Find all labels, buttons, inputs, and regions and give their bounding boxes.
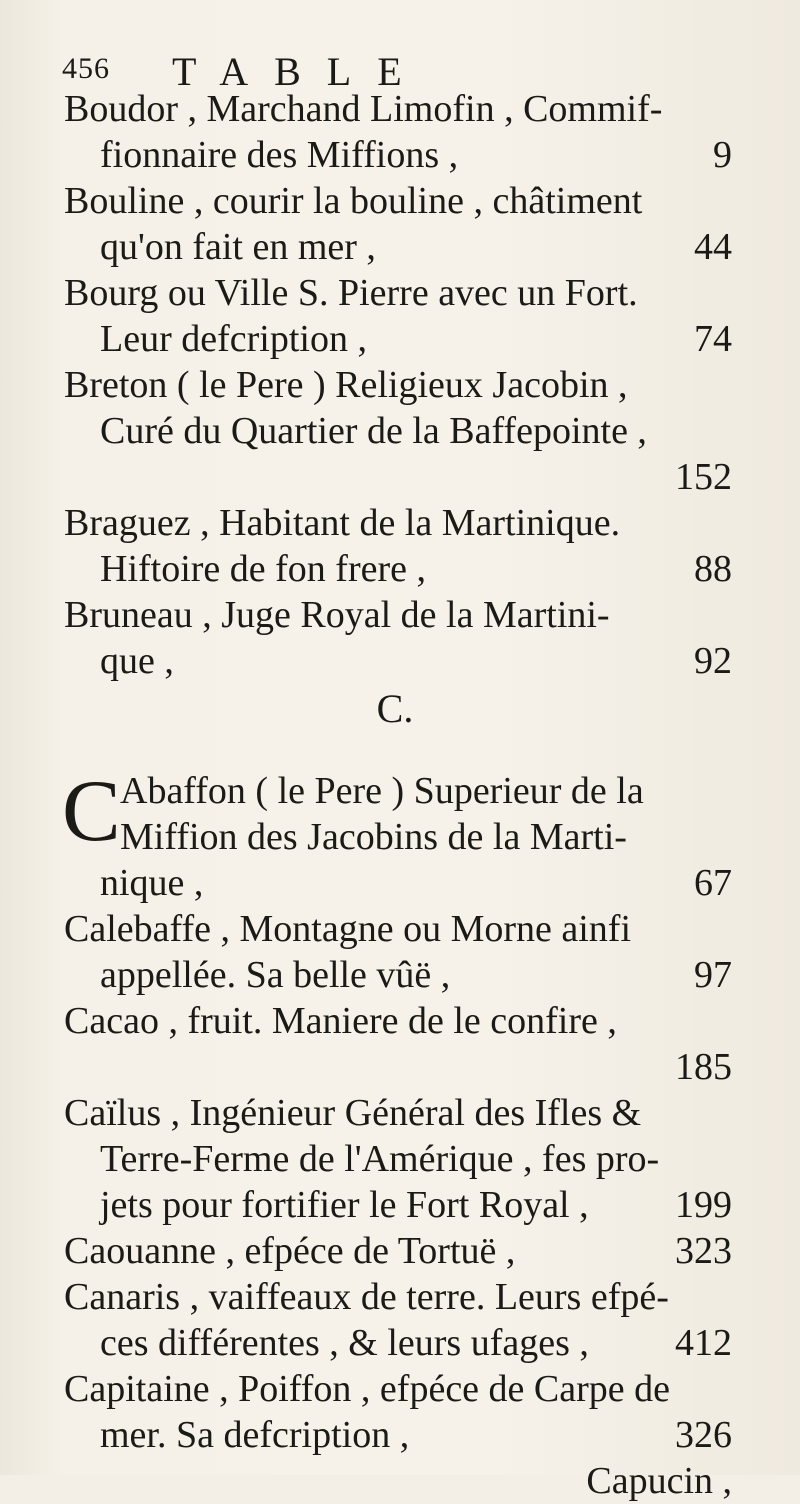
entry-page: 44 (694, 226, 732, 268)
entry-line: Hiftoire de fon frere , 88 (100, 548, 732, 590)
page-number: 456 (62, 52, 110, 85)
index-entry (0, 86, 732, 178)
drop-cap: C (62, 763, 121, 860)
entry-line: Terre-Ferme de l'Amérique , fes pro- (100, 1138, 660, 1180)
index-entry (0, 178, 732, 270)
entry-line: Boudor , Marchand Limofin , Commif- (64, 88, 663, 130)
entry-line: Capitaine , Poiffon , efpéce de Carpe de (64, 1368, 671, 1410)
running-title: TABLE (172, 49, 428, 94)
entry-line: Caouanne , efpéce de Tortuë , 323 (64, 1230, 732, 1272)
entry-page: 199 (675, 1184, 732, 1226)
entry-line: ces différentes , & leurs ufages , 412 (100, 1322, 732, 1364)
entry-line: Caïlus , Ingénieur Général des Ifles & (64, 1092, 642, 1134)
entry-line: Breton ( le Pere ) Religieux Jacobin , (64, 364, 628, 406)
index-entry (0, 592, 732, 684)
entry-page: 97 (694, 954, 732, 996)
entry-page: 9 (713, 134, 732, 176)
entry-line (0, 1044, 732, 1090)
index-entry (0, 500, 732, 592)
index-entry (0, 1274, 732, 1366)
entry-line: Miffion des Jacobins de la Marti- (120, 816, 627, 858)
entry-page: 326 (675, 1414, 732, 1456)
entry-line: qu'on fait en mer , 44 (100, 226, 732, 268)
index-entry (0, 362, 732, 500)
entry-line: nique , 67 (100, 862, 732, 904)
index-entry (0, 1090, 732, 1228)
index-entries (0, 86, 800, 1504)
entry-page: 67 (694, 862, 732, 904)
catchword: Capucin , (586, 1460, 732, 1502)
index-entry (0, 1228, 732, 1274)
entry-page: 323 (675, 1230, 732, 1272)
index-entry (0, 906, 732, 998)
entry-line: Abaffon ( le Pere ) Superieur de la (120, 770, 644, 812)
entry-line: mer. Sa defcription , 326 (100, 1414, 732, 1456)
entry-line: Braguez , Habitant de la Martinique. (64, 502, 621, 544)
entry-line: Bourg ou Ville S. Pierre avec un Fort. (64, 272, 638, 314)
index-entry (0, 998, 732, 1090)
entry-line: Canaris , vaiffeaux de terre. Leurs efpé- (64, 1276, 669, 1318)
entry-page: 88 (694, 548, 732, 590)
entry-page: 74 (694, 318, 732, 360)
entry-line: Calebaffe , Montagne ou Morne ainfi (64, 908, 632, 950)
index-entry (0, 763, 732, 906)
entry-page: 185 (675, 1046, 732, 1088)
entry-line: que , 92 (100, 640, 732, 682)
entry-line: Leur defcription , 74 (100, 318, 732, 360)
entry-line: jets pour fortifier le Fort Royal , 199 (100, 1184, 732, 1226)
index-entry (0, 1366, 732, 1458)
entry-line: Bruneau , Juge Royal de la Martini- (64, 594, 610, 636)
entry-line: Bouline , courir la bouline , châtiment (64, 180, 643, 222)
entry-line: appellée. Sa belle vûë , 97 (100, 954, 732, 996)
catchword-line (0, 1458, 732, 1504)
entry-line (0, 454, 732, 500)
entry-page: 152 (675, 456, 732, 498)
entry-page: 412 (675, 1322, 732, 1364)
entry-line: fionnaire des Miffions , 9 (100, 134, 732, 176)
entry-page: 92 (694, 640, 732, 682)
entry-line: Curé du Quartier de la Baffepointe , (100, 410, 647, 452)
index-entry (0, 270, 732, 362)
section-letter: C. (376, 686, 414, 731)
entry-line: Cacao , fruit. Maniere de le confire , (64, 1000, 617, 1042)
